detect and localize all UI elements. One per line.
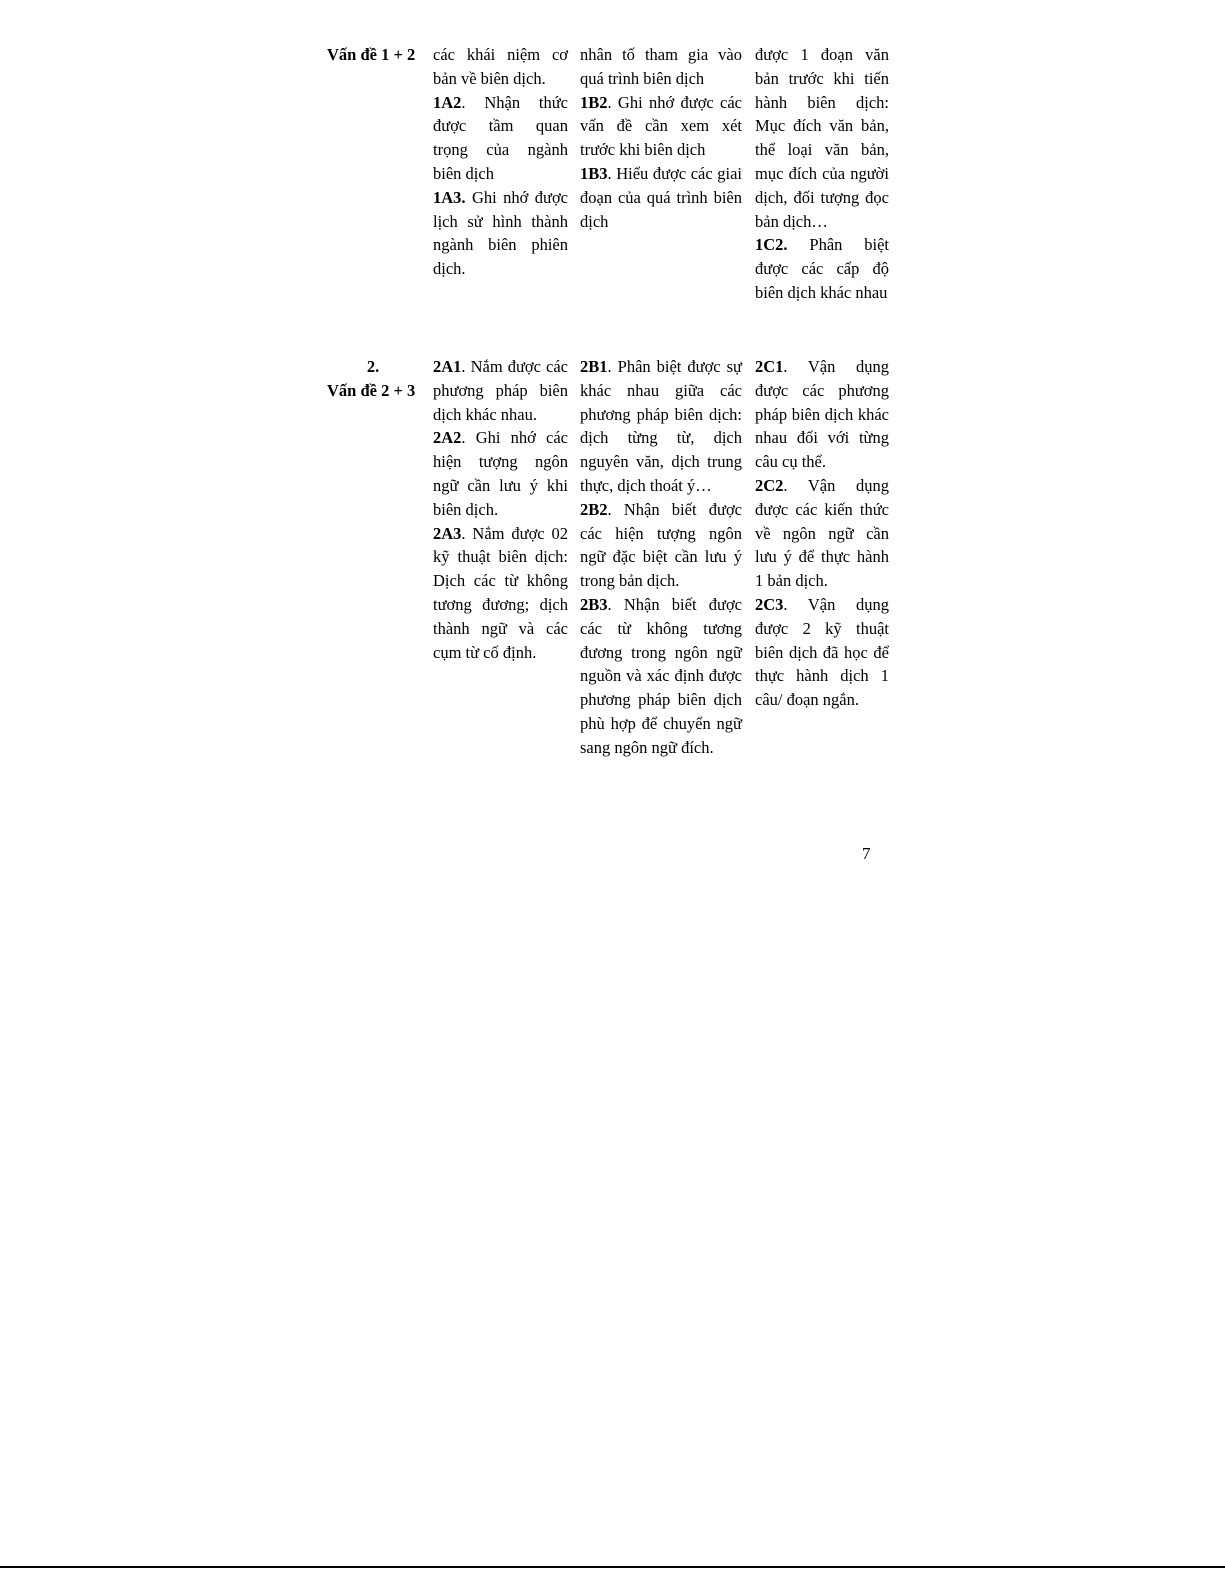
row-number: 2. — [366, 357, 380, 376]
objective-code: 2B3 — [580, 594, 608, 614]
objective-item: 1B2. Ghi nhớ được các vấn đề cần xem xét trước khi biên dịch — [580, 92, 742, 160]
objective-item: 1B3. Hiểu được các giai đoạn của quá trình biên dịch — [580, 163, 742, 231]
objective-item: 2B2. Nhận biết được các hiện tượng ngôn ngữ đặc biệt cần lưu ý trong bản dịch. — [580, 499, 742, 591]
objective-item: nhân tố tham gia vào quá trình biên dịch — [580, 45, 742, 88]
objective-code: 1A3. — [433, 187, 466, 207]
objective-code: 2C2 — [755, 475, 784, 495]
row-label — [327, 43, 425, 67]
column-b-cell — [580, 355, 742, 760]
objective-item: 1C2. Phân biệt được các cấp độ biên dịch khác nhau — [755, 235, 889, 302]
column-a-cell — [433, 43, 568, 281]
objective-item: 2B3. Nhận biết được các từ không tương đương trong ngôn ngữ nguồn và xác định được phương pháp biên dịch phù hợp để chuyển ngữ sang ngôn ngữ đích. — [580, 594, 742, 757]
bottom-divider — [0, 1566, 1225, 1568]
objective-item: 2C2. Vận dụng được các kiến thức về ngôn ngữ cần lưu ý để thực hành 1 bản dịch. — [755, 475, 889, 591]
objective-item: 2C3. Vận dụng được 2 kỹ thuật biên dịch đã học để thực hành dịch 1 câu/ đoạn ngắn. — [755, 594, 889, 710]
objective-code: 2B1 — [580, 357, 608, 376]
row-label-text: Vấn đề 2 + 3 — [327, 380, 416, 400]
column-b-cell — [580, 43, 742, 233]
objective-code: 2A1 — [433, 357, 462, 376]
column-c-cell — [755, 43, 889, 305]
objective-item: 2A2. Ghi nhớ các hiện tượng ngôn ngữ cần lưu ý khi biên dịch. — [433, 428, 568, 519]
objective-code: 1A2 — [433, 92, 462, 112]
objective-item: 2B1. Phân biệt được sự khác nhau giữa các phương pháp biên dịch: dịch từng từ, dịch nguyên văn, dịch trung thực, dịch thoát ý… — [580, 357, 742, 495]
column-a-cell — [433, 355, 568, 664]
objective-code: 1B2 — [580, 92, 608, 112]
objective-code: 2B2 — [580, 499, 608, 519]
objective-item: 2A3. Nắm được 02 kỹ thuật biên dịch: Dịch các từ không tương đương; dịch thành ngữ và các cụm từ cố định. — [433, 523, 568, 662]
objective-code: 2C3 — [755, 594, 784, 614]
page-number: 7 — [862, 844, 871, 863]
objective-item: các khái niệm cơ bản về biên dịch. — [433, 45, 568, 88]
objective-code: 2C1 — [755, 357, 784, 376]
objective-item: được 1 đoạn văn bản trước khi tiến hành biên dịch: Mục đích văn bản, thể loại văn bản, mục đích của người dịch, đối tượng đọc bản dịch… — [755, 45, 889, 231]
objective-item: 1A2. Nhận thức được tầm quan trọng của ngành biên dịch — [433, 92, 568, 183]
objective-item: 2C1. Vận dụng được các phương pháp biên dịch khác nhau đối với từng câu cụ thể. — [755, 357, 889, 472]
row-label-text: Vấn đề 1 + 2 — [327, 45, 416, 64]
objective-code: 2A3 — [433, 523, 462, 543]
objective-item: 2A1. Nắm được các phương pháp biên dịch khác nhau. — [433, 357, 568, 424]
objective-code: 1C2. — [755, 235, 788, 255]
objective-item: 1A3. Ghi nhớ được lịch sử hình thành ngành biên phiên dịch. — [433, 187, 568, 279]
row-label — [327, 355, 425, 403]
objective-code: 2A2 — [433, 428, 462, 448]
objective-code: 1B3 — [580, 163, 608, 183]
column-c-cell — [755, 355, 889, 712]
